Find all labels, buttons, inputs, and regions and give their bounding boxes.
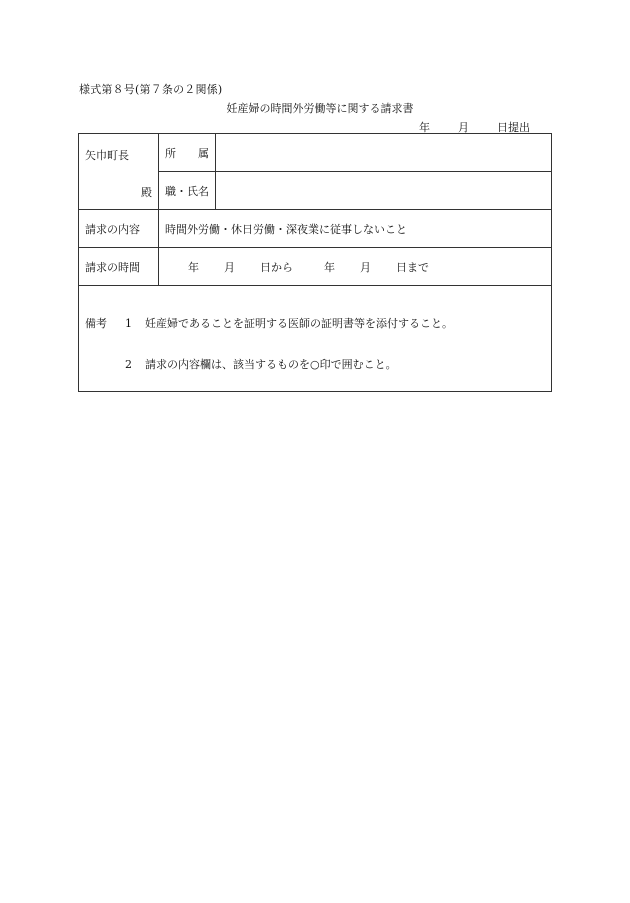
request-content-value: 時間外労働・休日労働・深夜業に従事しないこと: [159, 210, 552, 248]
form-number: 様式第８号(第７条の２関係): [79, 83, 223, 96]
from-year-label: 年: [188, 260, 199, 274]
request-period-label: 請求の時間: [79, 248, 159, 286]
note-number: 2: [125, 358, 132, 371]
affiliation-label: 所 属: [159, 134, 216, 172]
submit-month-label: 月: [458, 121, 469, 134]
note-item: [85, 318, 545, 332]
from-month-label: 月: [224, 260, 235, 274]
to-day-label: 日まで: [396, 260, 429, 274]
addressee-cell: [79, 134, 159, 210]
position-name-field[interactable]: [216, 172, 552, 210]
affiliation-field[interactable]: [216, 134, 552, 172]
note-text: 請求の内容欄は、該当するものを○印で囲むこと。: [145, 358, 397, 371]
to-month-label: 月: [360, 260, 371, 274]
submit-year-label: 年: [419, 121, 430, 134]
submit-day-label: 日提出: [497, 121, 530, 134]
notes-cell: [79, 286, 552, 392]
from-day-label: 日から: [260, 260, 293, 274]
to-year-label: 年: [324, 260, 335, 274]
addressee-honorific: 殿: [141, 186, 152, 199]
notes-heading: 備考: [85, 317, 107, 330]
note-text: 妊産婦であることを証明する医師の証明書等を添付すること。: [145, 317, 453, 330]
request-content-label: 請求の内容: [79, 210, 159, 248]
request-period-field[interactable]: [159, 248, 552, 286]
note-number: 1: [125, 317, 132, 330]
note-item: [85, 359, 545, 373]
position-name-label: 職・氏名: [159, 172, 216, 210]
request-form-table: [78, 133, 552, 392]
addressee-name: 矢巾町長: [85, 149, 129, 162]
document-title: 妊産婦の時間外労働等に関する請求書: [226, 102, 414, 115]
